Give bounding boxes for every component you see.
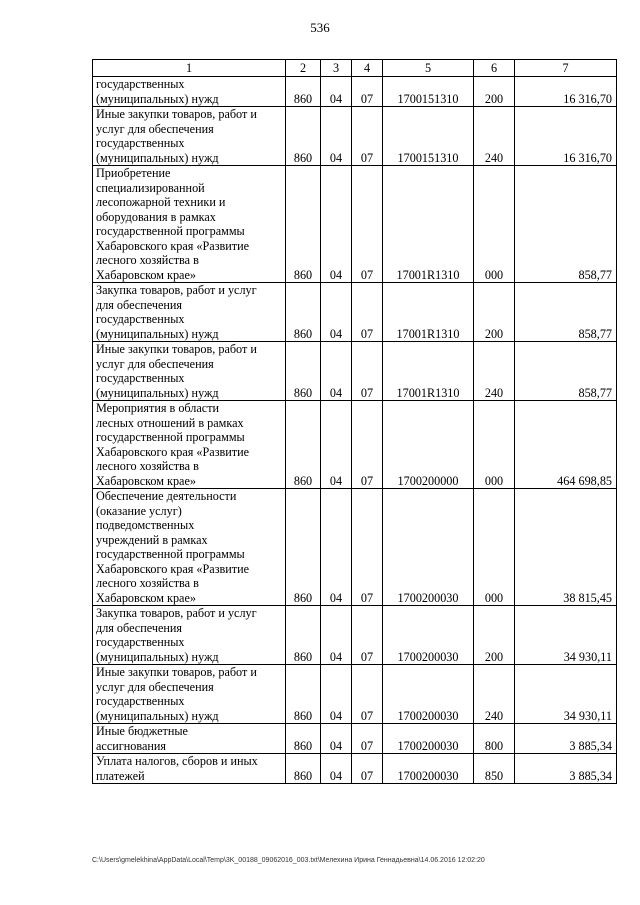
description-line: оборудования в рамках: [96, 209, 216, 224]
description-line: Уплата налогов, сборов и иных: [96, 754, 258, 768]
table-row: [93, 342, 617, 401]
description-line: (муниципальных) нужд: [96, 385, 219, 400]
row-description: [93, 77, 286, 107]
expense-type-code: 200: [474, 606, 515, 665]
description-line: (муниципальных) нужд: [96, 326, 219, 341]
description-line: (муниципальных) нужд: [96, 708, 219, 723]
expense-type-code: 240: [474, 107, 515, 166]
subsection-code: 07: [352, 665, 383, 724]
target-article-code: 1700200030: [383, 724, 474, 754]
table-row: [93, 754, 617, 784]
ministry-code: 860: [286, 606, 321, 665]
description-line: ассигнования: [96, 738, 167, 753]
table-row: [93, 665, 617, 724]
description-line: лесного хозяйства в: [96, 253, 199, 267]
column-header: 2: [286, 60, 321, 77]
target-article-code: 1700200000: [383, 401, 474, 489]
table-row: [93, 724, 617, 754]
description-line: Хабаровском крае»: [96, 590, 196, 605]
row-description: [93, 283, 286, 342]
budget-table: [92, 59, 617, 784]
column-header: 5: [383, 60, 474, 77]
amount: 34 930,11: [515, 606, 617, 665]
section-code: 04: [321, 283, 352, 342]
description-line: Закупка товаров, работ и услуг: [96, 606, 257, 620]
description-line: лесных отношений в рамках: [96, 415, 244, 430]
description-line: Приобретение: [96, 166, 171, 180]
page-number: 536: [310, 20, 330, 35]
target-article-code: 17001R1310: [383, 166, 474, 283]
ministry-code: 860: [286, 342, 321, 401]
amount: 16 316,70: [515, 107, 617, 166]
ministry-code: 860: [286, 665, 321, 724]
subsection-code: 07: [352, 283, 383, 342]
section-code: 04: [321, 401, 352, 489]
description-line: государственных: [96, 136, 185, 150]
description-line: Хабаровском крае»: [96, 473, 196, 488]
ministry-code: 860: [286, 166, 321, 283]
target-article-code: 1700200030: [383, 606, 474, 665]
subsection-code: 07: [352, 401, 383, 489]
target-article-code: 1700200030: [383, 754, 474, 784]
section-code: 04: [321, 665, 352, 724]
description-line: услуг для обеспечения: [96, 679, 214, 694]
row-description: [93, 107, 286, 166]
description-line: Хабаровском крае»: [96, 267, 196, 282]
description-line: (муниципальных) нужд: [96, 91, 219, 106]
table-row: [93, 401, 617, 489]
amount: 38 815,45: [515, 489, 617, 606]
expense-type-code: 850: [474, 754, 515, 784]
column-number-row: [93, 60, 617, 77]
column-header: 7: [515, 60, 617, 77]
expense-type-code: 200: [474, 283, 515, 342]
ministry-code: 860: [286, 77, 321, 107]
column-header: 3: [321, 60, 352, 77]
expense-type-code: 000: [474, 401, 515, 489]
target-article-code: 17001R1310: [383, 283, 474, 342]
table-row: [93, 283, 617, 342]
amount: 858,77: [515, 166, 617, 283]
description-line: для обеспечения: [96, 620, 183, 635]
amount: 3 885,34: [515, 724, 617, 754]
amount: 858,77: [515, 342, 617, 401]
description-line: для обеспечения: [96, 297, 183, 312]
description-line: Иные закупки товаров, работ и: [96, 107, 257, 121]
target-article-code: 1700200030: [383, 665, 474, 724]
subsection-code: 07: [352, 107, 383, 166]
amount: 3 885,34: [515, 754, 617, 784]
target-article-code: 1700200030: [383, 489, 474, 606]
table-row: [93, 606, 617, 665]
row-description: [93, 754, 286, 784]
description-line: учреждений в рамках: [96, 532, 208, 547]
description-line: государственной программы: [96, 224, 245, 238]
description-line: государственной программы: [96, 430, 245, 444]
description-line: государственных: [96, 371, 185, 385]
description-line: платежей: [96, 768, 145, 783]
section-code: 04: [321, 754, 352, 784]
expense-type-code: 240: [474, 665, 515, 724]
description-line: государственных: [96, 694, 185, 708]
amount: 34 930,11: [515, 665, 617, 724]
subsection-code: 07: [352, 342, 383, 401]
section-code: 04: [321, 606, 352, 665]
table-row: [93, 77, 617, 107]
description-line: государственных: [96, 77, 185, 91]
section-code: 04: [321, 724, 352, 754]
description-line: лесопожарной техники и: [96, 195, 226, 209]
subsection-code: 07: [352, 77, 383, 107]
section-code: 04: [321, 107, 352, 166]
amount: 16 316,70: [515, 77, 617, 107]
file-path-footer: C:\Users\gmelekhina\AppData\Local\Temp\3K_00188_09062016_003.txt\Мелехина Ирина Геннадьевна\14.06.2016 12:02:20: [92, 857, 485, 864]
ministry-code: 860: [286, 401, 321, 489]
row-description: [93, 489, 286, 606]
ministry-code: 860: [286, 724, 321, 754]
ministry-code: 860: [286, 754, 321, 784]
expense-type-code: 000: [474, 166, 515, 283]
expense-type-code: 000: [474, 489, 515, 606]
subsection-code: 07: [352, 754, 383, 784]
description-line: Иные бюджетные: [96, 724, 188, 738]
description-line: услуг для обеспечения: [96, 121, 214, 136]
description-line: подведомственных: [96, 518, 195, 532]
description-line: Хабаровского края «Развитие: [96, 238, 250, 253]
description-line: Мероприятия в области: [96, 401, 220, 415]
column-header: 6: [474, 60, 515, 77]
expense-type-code: 200: [474, 77, 515, 107]
subsection-code: 07: [352, 724, 383, 754]
row-description: [93, 665, 286, 724]
description-line: Хабаровского края «Развитие: [96, 444, 250, 459]
description-line: Обеспечение деятельности: [96, 489, 237, 503]
description-line: государственных: [96, 312, 185, 326]
description-line: (муниципальных) нужд: [96, 150, 219, 165]
column-header: 1: [93, 60, 286, 77]
description-line: Хабаровского края «Развитие: [96, 561, 250, 576]
target-article-code: 1700151310: [383, 77, 474, 107]
description-line: Иные закупки товаров, работ и: [96, 665, 257, 679]
subsection-code: 07: [352, 489, 383, 606]
description-line: лесного хозяйства в: [96, 576, 199, 590]
description-line: услуг для обеспечения: [96, 356, 214, 371]
row-description: [93, 166, 286, 283]
section-code: 04: [321, 77, 352, 107]
ministry-code: 860: [286, 107, 321, 166]
description-line: государственной программы: [96, 547, 245, 561]
subsection-code: 07: [352, 606, 383, 665]
description-line: Иные закупки товаров, работ и: [96, 342, 257, 356]
expense-type-code: 240: [474, 342, 515, 401]
row-description: [93, 401, 286, 489]
description-line: (муниципальных) нужд: [96, 649, 219, 664]
table-row: [93, 489, 617, 606]
section-code: 04: [321, 166, 352, 283]
row-description: [93, 342, 286, 401]
table-row: [93, 107, 617, 166]
column-header: 4: [352, 60, 383, 77]
table-row: [93, 166, 617, 283]
section-code: 04: [321, 489, 352, 606]
amount: 858,77: [515, 283, 617, 342]
description-line: (оказание услуг): [96, 503, 182, 518]
description-line: Закупка товаров, работ и услуг: [96, 283, 257, 297]
description-line: специализированной: [96, 180, 205, 195]
row-description: [93, 606, 286, 665]
subsection-code: 07: [352, 166, 383, 283]
expense-type-code: 800: [474, 724, 515, 754]
section-code: 04: [321, 342, 352, 401]
description-line: государственных: [96, 635, 185, 649]
description-line: лесного хозяйства в: [96, 459, 199, 473]
row-description: [93, 724, 286, 754]
amount: 464 698,85: [515, 401, 617, 489]
target-article-code: 17001R1310: [383, 342, 474, 401]
target-article-code: 1700151310: [383, 107, 474, 166]
ministry-code: 860: [286, 489, 321, 606]
ministry-code: 860: [286, 283, 321, 342]
